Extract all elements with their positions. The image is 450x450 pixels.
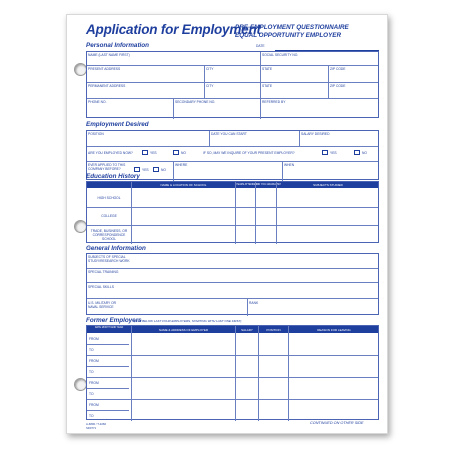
col-reason-header: REASON FOR LEAVING [317, 327, 351, 332]
inquire-no-checkbox[interactable] [354, 150, 360, 155]
permanent-address-label: PERMANENT ADDRESS [88, 84, 126, 88]
salary-desired-label: SALARY DESIRED [301, 132, 330, 136]
position-label: POSITION [88, 132, 104, 136]
form-code-2: SD0771 [86, 426, 97, 430]
col-salary-header: SALARY [241, 327, 253, 332]
referred-by-label: REFERRED BY [262, 100, 286, 104]
form-title: Application for Employment [86, 22, 261, 37]
rank-label: RANK [249, 301, 259, 305]
applied-no-label: NO [161, 168, 166, 172]
col-graduate-header: DID YOU GRADUATE? [256, 183, 282, 186]
secondary-phone-label: SECONDARY PHONE NO. [175, 100, 216, 104]
employer3-from-label: FROM [89, 381, 99, 385]
date-label: DATE [256, 44, 265, 48]
section-personal-heading: Personal Information [86, 42, 149, 49]
education-row-trade: TRADE, BUSINESS, OR CORRESPONDENCE SCHOOL [90, 229, 128, 241]
where-label: WHERE [175, 163, 188, 167]
name-label: NAME (LAST NAME FIRST) [88, 53, 130, 57]
employed-no-label: NO [181, 151, 186, 155]
employer2-from-label: FROM [89, 359, 99, 363]
section-former-heading: Former Employers [86, 317, 142, 324]
form-subtitle-1: PRE-EMPLOYMENT QUESTIONNAIRE [235, 24, 349, 31]
employer3-to-label: TO [89, 392, 94, 396]
present-city-label: CITY [206, 67, 214, 71]
present-state-label: STATE [262, 67, 273, 71]
col-position-header: POSITION [266, 327, 281, 332]
employed-no-checkbox[interactable] [173, 150, 179, 155]
present-address-label: PRESENT ADDRESS [88, 67, 121, 71]
employer1-to-label: TO [89, 348, 94, 352]
special-training-label: SPECIAL TRAINING [88, 270, 119, 274]
start-date-label: DATE YOU CAN START [211, 132, 247, 136]
inquire-yes-checkbox[interactable] [322, 150, 328, 155]
col-date-header: DATE MONTH AND YEAR [94, 326, 124, 329]
military-service-label: U.S. MILITARY OR NAVAL SERVICE [88, 301, 117, 309]
general-info-box [86, 253, 379, 315]
education-row-college: COLLEGE [101, 214, 117, 218]
personal-info-box [86, 51, 379, 118]
employer2-to-label: TO [89, 370, 94, 374]
applied-before-label: EVER APPLIED TO THIS COMPANY BEFORE? [88, 163, 126, 171]
permanent-zip-label: ZIP CODE [330, 84, 346, 88]
applied-yes-checkbox[interactable] [134, 167, 140, 172]
section-education-heading: Education History [86, 173, 140, 180]
applied-yes-label: YES [142, 168, 149, 172]
col-employer-header: NAME & ADDRESS OF EMPLOYER [158, 327, 209, 332]
when-label: WHEN [284, 163, 295, 167]
form-code-1: A-6800 / T-3260 [86, 422, 107, 426]
employed-yes-checkbox[interactable] [142, 150, 148, 155]
employer4-from-label: FROM [89, 403, 99, 407]
phone-label: PHONE NO. [88, 100, 107, 104]
special-study-label: SUBJECTS OF SPECIAL STUDY/RESEARCH WORK [88, 255, 130, 263]
permanent-city-label: CITY [206, 84, 214, 88]
col-years-header: YEARS ATTENDED [236, 183, 258, 186]
section-general-heading: General Information [86, 245, 146, 252]
col-school-header: NAME & LOCATION OF SCHOOL [160, 183, 207, 187]
col-subjects-header: SUBJECTS STUDIED [313, 183, 343, 187]
section-desired-heading: Employment Desired [86, 121, 149, 128]
ssn-label: SOCIAL SECURITY NO. [262, 53, 299, 57]
employed-now-label: ARE YOU EMPLOYED NOW? [88, 151, 133, 155]
former-instruction: (LIST BELOW LAST FOUR EMPLOYERS, STARTING WITH LAST ONE FIRST) [134, 319, 242, 323]
employer4-to-label: TO [89, 414, 94, 418]
inquire-employer-label: IF SO, MAY WE INQUIRE OF YOUR PRESENT EMPLOYER? [203, 151, 295, 155]
education-table [86, 181, 379, 243]
inquire-yes-label: YES [330, 151, 337, 155]
permanent-state-label: STATE [262, 84, 273, 88]
education-row-high-school: HIGH SCHOOL [97, 196, 121, 200]
continued-on-other-side: CONTINUED ON OTHER SIDE [310, 421, 364, 425]
form-subtitle-2: EQUAL OPPORTUNITY EMPLOYER [235, 32, 342, 39]
special-skills-label: SPECIAL SKILLS [88, 285, 114, 289]
application-form-sheet [66, 14, 388, 434]
inquire-no-label: NO [362, 151, 367, 155]
present-zip-label: ZIP CODE [330, 67, 346, 71]
employed-yes-label: YES [150, 151, 157, 155]
applied-no-checkbox[interactable] [153, 167, 159, 172]
employer1-from-label: FROM [89, 337, 99, 341]
former-employers-table [86, 325, 379, 420]
